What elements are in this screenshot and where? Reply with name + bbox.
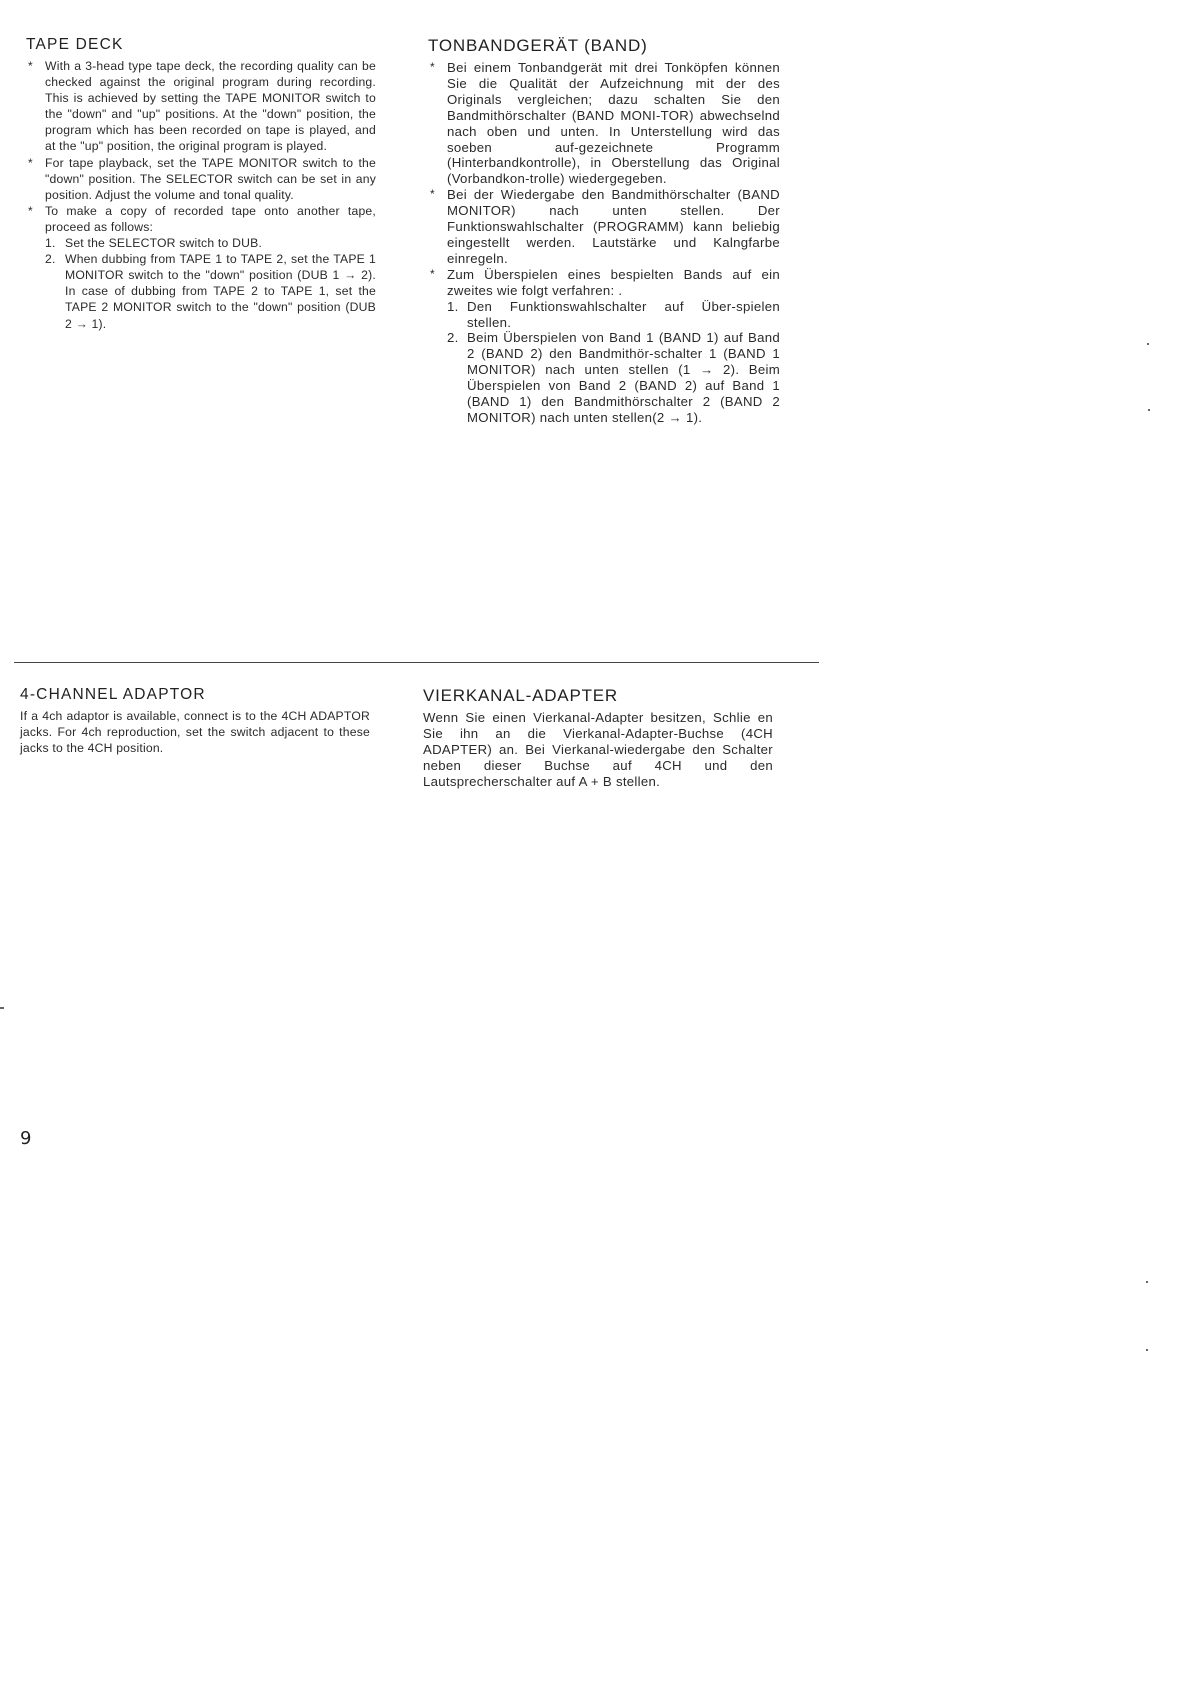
step-item [447, 330, 780, 425]
bullet-item [26, 203, 376, 332]
step-text: Set the SELECTOR switch to DUB. [65, 236, 262, 251]
step-number: 1. [447, 298, 459, 314]
step-list [45, 235, 376, 332]
step-text: Beim Überspielen von Band 1 (BAND 1) auf Band 2 (BAND 2) den Bandmithör-schalter 1 (BAND 1 MONITOR) nach unten stellen (1 → 2). Beim Überspielen von Band 2 (BAND 2) auf Band 1 (BAND 1) den Bandmithörschalter 2 (BAND 2 MONITOR) nach unten stellen(2 → 1). [467, 330, 780, 425]
step-number: 2. [45, 252, 56, 267]
tape-deck-section-en [26, 36, 376, 332]
bullet-list [26, 58, 376, 332]
section-text: If a 4ch adaptor is available, connect is to the 4CH ADAPTOR jacks. For 4ch reproduction, set the switch adjacent to these jacks to the 4CH position. [20, 709, 370, 756]
step-number: 2. [447, 330, 459, 346]
section-title: 4-CHANNEL ADAPTOR [20, 686, 206, 703]
step-list [447, 299, 780, 426]
bullet-text: To make a copy of recorded tape onto another tape, proceed as follows: [45, 203, 376, 234]
section-text: Wenn Sie einen Vierkanal-Adapter besitzen, Schlie en Sie ihn an die Vierkanal-Adapter-Buchse (4CH ADAPTER) an. Bei Vierkanal-wiedergabe den Schalter neben dieser Buchse auf 4CH und den Lautsprecherschalter auf A + B stellen. [423, 710, 773, 789]
scan-speck [1147, 343, 1149, 345]
adaptor-section-en [20, 686, 370, 756]
bullet-item: * For tape playback, set the TAPE MONITOR switch to the "down" position. The SELECTOR switch can be set in any position. Adjust the volume and tonal quality. [26, 155, 376, 203]
scan-speck [1146, 1281, 1148, 1283]
section-divider [14, 662, 819, 663]
step-text: When dubbing from TAPE 1 to TAPE 2, set the TAPE 1 MONITOR switch to the "down" position (DUB 1 → 2). In case of dubbing from TAPE 2 to TAPE 1, set the TAPE 2 MONITOR switch to the "down" position (DUB 2 → 1). [65, 252, 376, 331]
step-text: Den Funktionswahlschalter auf Über-spielen stellen. [467, 298, 780, 330]
bullet-item: * Bei einem Tonbandgerät mit drei Tonköpfen können Sie die Qualität der Aufzeichnung mit der des Originals vergleichen; dazu schalten Sie den Bandmithörschalter (BAND MONI-TOR) abwechselnd nach oben und unten. In Unterstellung wird das soeben auf-gezeichnete Programm (Hinterbandkontrolle), in Oberstellung das Original (Vorbandkon-trolle) wiedergegeben. [428, 60, 780, 187]
bullet-text: Zum Überspielen eines bespielten Bands auf ein zweites wie folgt verfahren: . [447, 266, 780, 298]
section-title: VIERKANAL-ADAPTER [423, 686, 618, 705]
step-item [45, 235, 376, 251]
bullet-item: * Bei der Wiedergabe den Bandmithörschalter (BAND MONITOR) nach unten stellen. Der Funktionswahlschalter (PROGRAMM) kann beliebig eingestellt werden. Lautstärke und Kalngfarbe einregeln. [428, 187, 780, 267]
tape-deck-section-de [428, 36, 780, 426]
bullet-list [428, 60, 780, 426]
bullet-item: * With a 3-head type tape deck, the recording quality can be checked against the original program during recording. This is achieved by setting the TAPE MONITOR switch to the "down" and "up" positions. At the "down" position, the program which has been recorded on tape is played, and at the "up" position, the original program is played. [26, 58, 376, 155]
scan-speck [1146, 1349, 1148, 1351]
step-item [45, 251, 376, 331]
step-item [447, 299, 780, 331]
step-number: 1. [45, 236, 56, 251]
bullet-item [428, 267, 780, 426]
scan-speck [1148, 409, 1150, 411]
section-title: TAPE DECK [26, 36, 124, 53]
section-title: TONBANDGERÄT (BAND) [428, 36, 648, 55]
page-number: 9 [20, 1128, 32, 1149]
adaptor-section-de [423, 686, 773, 790]
scan-speck [0, 1007, 4, 1009]
